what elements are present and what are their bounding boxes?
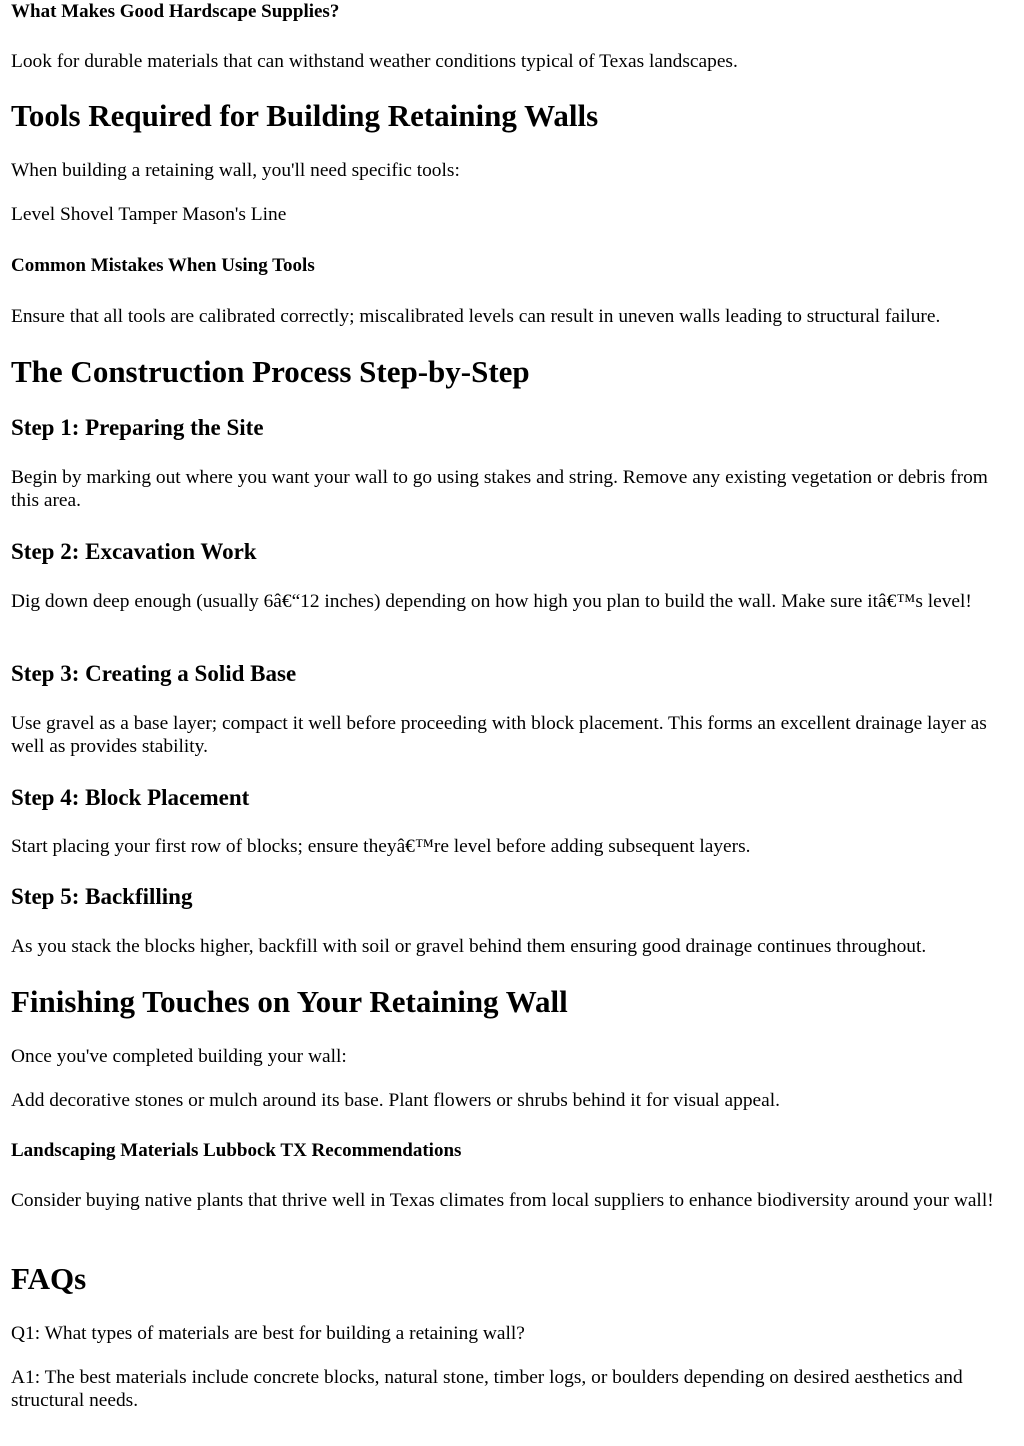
- mistakes-paragraph: Ensure that all tools are calibrated correctly; miscalibrated levels can result in uneven walls leading to structural failure.: [11, 306, 941, 327]
- step1-paragraph: Begin by marking out where you want your wall to go using stakes and string. Remove any existing vegetation or debris from this area.: [11, 467, 988, 511]
- mistakes-heading: Common Mistakes When Using Tools: [11, 255, 315, 276]
- tools-list: Level Shovel Tamper Mason's Line: [11, 204, 287, 225]
- step3-heading: Step 3: Creating a Solid Base: [11, 661, 297, 686]
- construction-heading: The Construction Process Step-by-Step: [11, 354, 530, 389]
- faq1-answer: A1: The best materials include concrete blocks, natural stone, timber logs, or boulders depending on desired aesthetics and structural needs.: [11, 1367, 963, 1411]
- step4-heading: Step 4: Block Placement: [11, 785, 250, 810]
- step2-paragraph: Dig down deep enough (usually 6â€“12 inches) depending on how high you plan to build the wall. Make sure itâ€™s level!: [11, 591, 972, 612]
- finishing-heading: Finishing Touches on Your Retaining Wall: [11, 984, 568, 1019]
- step5-heading: Step 5: Backfilling: [11, 884, 193, 909]
- hardscape-heading: What Makes Good Hardscape Supplies?: [11, 1, 340, 22]
- step1-heading: Step 1: Preparing the Site: [11, 415, 264, 440]
- step4-paragraph: Start placing your first row of blocks; ensure theyâ€™re level before adding subsequent layers.: [11, 836, 751, 857]
- tools-heading: Tools Required for Building Retaining Walls: [11, 98, 599, 133]
- lubbock-heading: Landscaping Materials Lubbock TX Recommendations: [11, 1140, 462, 1161]
- finishing-list: Add decorative stones or mulch around its base. Plant flowers or shrubs behind it for visual appeal.: [11, 1090, 780, 1111]
- step5-paragraph: As you stack the blocks higher, backfill with soil or gravel behind them ensuring good drainage continues throughout.: [11, 936, 927, 957]
- faq1-question: Q1: What types of materials are best for building a retaining wall?: [11, 1323, 525, 1344]
- lubbock-paragraph: Consider buying native plants that thrive well in Texas climates from local suppliers to enhance biodiversity around your wall!: [11, 1190, 994, 1211]
- tools-intro-paragraph: When building a retaining wall, you'll need specific tools:: [11, 160, 460, 181]
- hardscape-paragraph: Look for durable materials that can withstand weather conditions typical of Texas landscapes.: [11, 51, 738, 72]
- faqs-heading: FAQs: [11, 1261, 87, 1296]
- step2-heading: Step 2: Excavation Work: [11, 539, 257, 564]
- finishing-intro-paragraph: Once you've completed building your wall:: [11, 1046, 347, 1067]
- step3-paragraph: Use gravel as a base layer; compact it well before proceeding with block placement. This forms an excellent drainage layer as well as provides stability.: [11, 713, 987, 757]
